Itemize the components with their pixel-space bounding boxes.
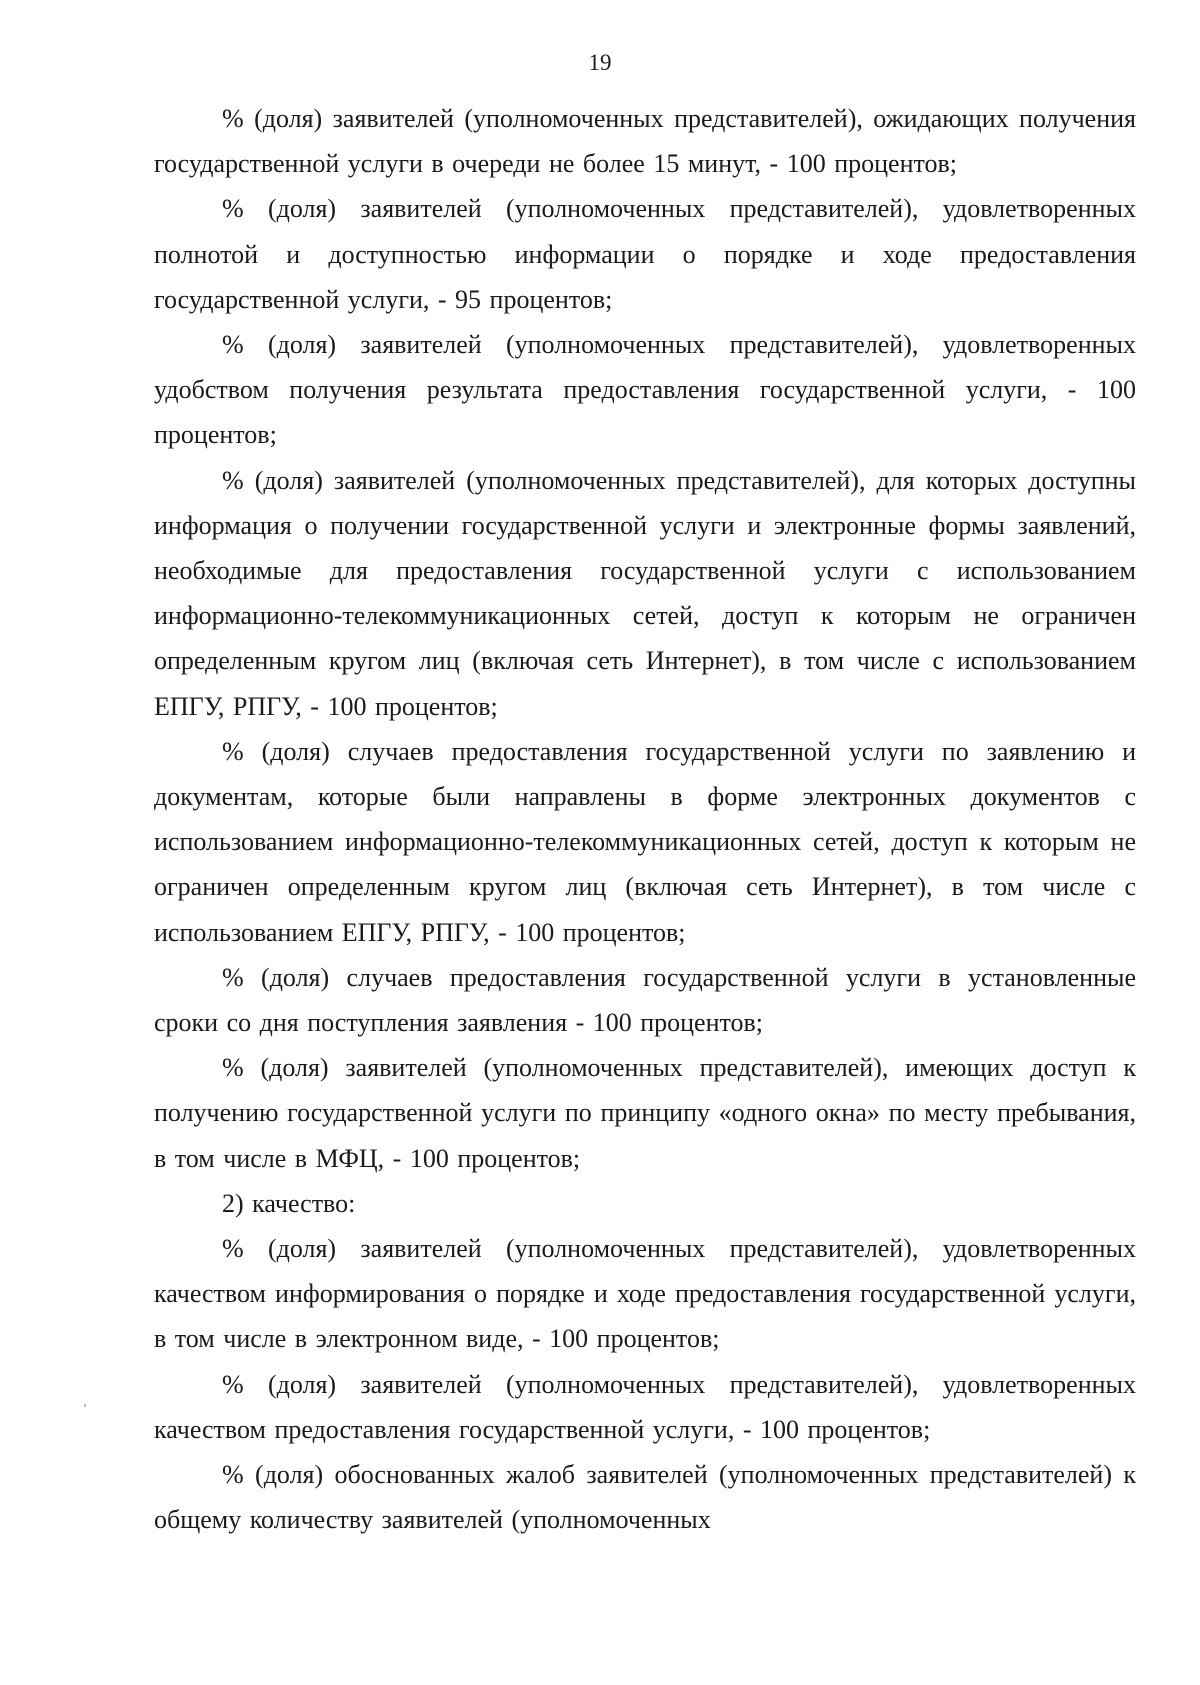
paragraph-justified-complaints: % (доля) обоснованных жалоб заявителей (уполномоченных представителей) к общему количеству заявителей (уполномоченных xyxy=(154,1460,1136,1535)
paragraph-info-completeness: % (доля) заявителей (уполномоченных представителей), удовлетворенных полнотой и доступностью информации о порядке и ходе предоставления государственной услуги, - 95 процентов; xyxy=(154,194,1136,314)
paragraph-service-quality: % (доля) заявителей (уполномоченных представителей), удовлетворенных качеством предоставления государственной услуги, - 100 процентов; xyxy=(154,1369,1136,1444)
document-body xyxy=(154,96,1136,1543)
paragraph-queue-wait: % (доля) заявителей (уполномоченных представителей), ожидающих получения государственной услуги в очереди не более 15 минут, - 100 процентов; xyxy=(154,104,1136,179)
paragraph-one-window-access: % (доля) заявителей (уполномоченных представителей), имеющих доступ к получению государственной услуги по принципу «одного окна» по месту пребывания, в том числе в МФЦ, - 100 процентов; xyxy=(154,1053,1136,1173)
scan-artifact xyxy=(84,1404,86,1407)
paragraph-result-convenience: % (доля) заявителей (уполномоченных представителей), удовлетворенных удобством получения результата предоставления государственной услуги, - 100 процентов; xyxy=(154,330,1136,450)
paragraph-online-availability: % (доля) заявителей (уполномоченных представителей), для которых доступны информация о получении государственной услуги и электронные формы заявлений, необходимые для предоставления государственной услуги с использованием информационно-телекоммуникационных сетей, доступ к которым не ограничен определенным кругом лиц (включая сеть Интернет), в том числе с использованием ЕПГУ, РПГУ, - 100 процентов; xyxy=(154,465,1136,721)
paragraph-on-time-delivery: % (доля) случаев предоставления государственной услуги в установленные сроки со дня поступления заявления - 100 процентов; xyxy=(154,962,1136,1038)
paragraph-info-quality: % (доля) заявителей (уполномоченных представителей), удовлетворенных качеством информирования о порядке и ходе предоставления государственной услуги, в том числе в электронном виде, - 100 процентов; xyxy=(154,1234,1136,1354)
section-heading-quality: 2) качество: xyxy=(222,1188,356,1218)
page-number: 19 xyxy=(588,50,612,75)
paragraph-electronic-applications: % (доля) случаев предоставления государственной услуги по заявлению и документам, которые были направлены в форме электронных документов с использованием информационно-телекоммуникационных сетей, доступ к которым не ограничен определенным кругом лиц (включая сеть Интернет), в том числе с использованием ЕПГУ, РПГУ, - 100 процентов; xyxy=(154,736,1136,947)
